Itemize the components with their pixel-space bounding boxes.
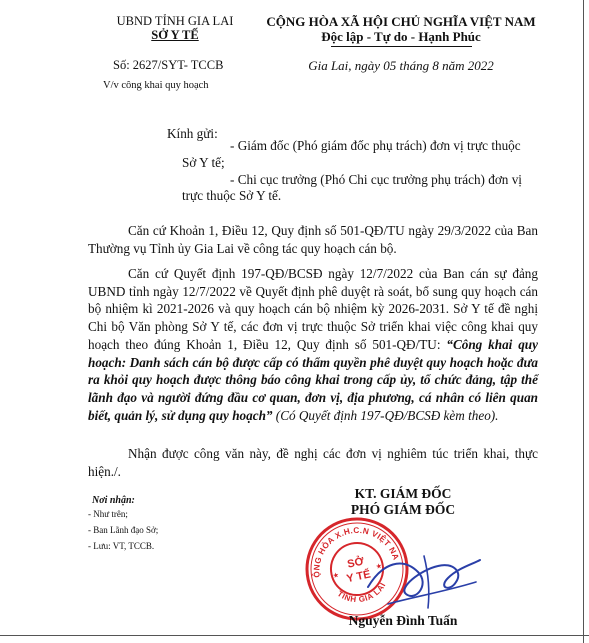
recipient-line-1b: Sở Y tế;	[182, 155, 225, 170]
place-date: Gia Lai, ngày 05 tháng 8 năm 2022	[308, 58, 494, 73]
svg-text:TỈNH GIA LAI: TỈNH GIA LAI	[335, 580, 388, 605]
svg-text:CỘNG HÒA X.H.C.N VIỆT NAM: CỘNG HÒA X.H.C.N VIỆT NAM	[312, 525, 401, 578]
agency-name: SỞ Y TẾ	[151, 28, 199, 42]
cc-item-2: - Ban Lãnh đạo Sở;	[88, 525, 159, 535]
agency-top: UBND TỈNH GIA LAI	[116, 14, 234, 28]
handwritten-signature	[358, 542, 488, 622]
page-border-right	[583, 0, 584, 643]
recipient-line-2b: trực thuộc Sở Y tế.	[182, 188, 282, 203]
body-paragraph-1-text: Căn cứ Khoản 1, Điều 12, Quy định số 501-QĐ/TU ngày 29/3/2022 của Ban Thường vụ Tỉnh ủy Gia Lai về công tác quy hoạch cán bộ.	[88, 223, 538, 256]
cc-item-1: - Như trên;	[88, 509, 128, 519]
body-paragraph-1	[88, 222, 538, 257]
body-paragraph-2-emphasis: “Công khai quy hoạch: Danh sách cán bộ được cấp có thẩm quyền phê duyệt quy hoạch hoặc đưa ra khỏi quy hoạch được thông báo công khai trong cấp ủy, tổ chức đảng, tập thể lãnh đạo và người đứng đầu cơ quan, đơn vị, địa phương, cá nhân có liên quan biết, quản lý, sử dụng quy hoạch”	[88, 336, 538, 423]
signature-title-2: PHÓ GIÁM ĐỐC	[350, 502, 456, 517]
svg-text:Y TẾ: Y TẾ	[345, 568, 372, 586]
national-title: CỘNG HÒA XÃ HỘI CHỦ NGHĨA VIỆT NAM	[266, 14, 536, 29]
svg-text:★: ★	[375, 561, 383, 571]
body-paragraph-2	[88, 265, 538, 424]
body-paragraph-3	[88, 445, 538, 480]
signer-name: Nguyễn Đình Tuấn	[348, 613, 458, 628]
recipient-line-2a: - Chi cục trưởng (Phó Chi cục trưởng phụ trách) đơn vị	[230, 172, 522, 187]
svg-text:SỞ: SỞ	[346, 555, 366, 571]
signature-title-1: KT. GIÁM ĐỐC	[354, 486, 452, 501]
body-paragraph-3-text: Nhận được công văn này, đề nghị các đơn vị nghiêm túc triển khai, thực hiện./.	[88, 446, 538, 479]
greeting: Kính gửi:	[167, 126, 218, 141]
national-motto: Độc lập - Tự do - Hạnh Phúc	[321, 29, 481, 44]
document-number: Số: 2627/SYT- TCCB	[113, 58, 224, 72]
cc-item-3: - Lưu: VT, TCCB.	[88, 541, 155, 551]
body-paragraph-2-text: Căn cứ Quyết định 197-QĐ/BCSĐ ngày 12/7/2022 của Ban cán sự đảng UBND tỉnh ngày 12/7/2022 về Quyết định phê duyệt rà soát, bổ sung quy hoạch cán bộ nhiệm kì 2021-2026 và quy hoạch cán bộ nhiệm kỳ 2026-2031. Sở Y tế đề nghị Chi bộ Văn phòng Sở Y tế, các đơn vị trực thuộc Sở triển khai việc công khai quy hoạch theo đúng Khoản 1, Điều 12, Quy định số 501-QĐ/TU:	[88, 266, 538, 352]
motto-underline	[331, 46, 472, 47]
svg-text:★: ★	[331, 570, 340, 581]
recipient-line-1a: - Giám đốc (Phó giám đốc phụ trách) đơn vị trực thuộc	[230, 138, 521, 153]
cc-label: Nơi nhận:	[92, 495, 135, 506]
body-paragraph-2-note: (Có Quyết định 197-QĐ/BCSĐ kèm theo).	[272, 407, 499, 423]
page-border-bottom	[0, 635, 589, 636]
document-subject: V/v công khai quy hoạch	[103, 80, 209, 91]
